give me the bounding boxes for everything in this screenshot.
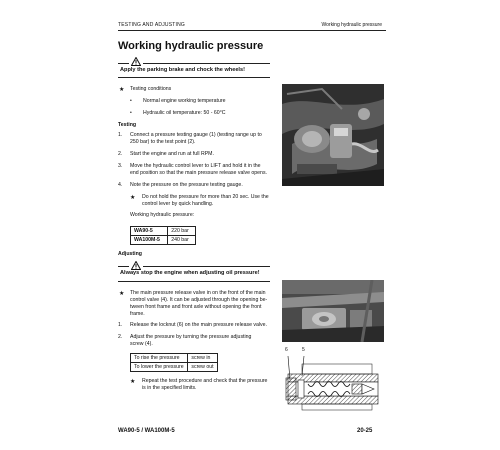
star-icon: ★ xyxy=(130,195,136,201)
step-number: 3. xyxy=(118,163,123,169)
header-rule xyxy=(118,30,386,31)
table-row xyxy=(131,363,218,372)
step-line: end position so that the main pressure release valve opens. xyxy=(130,170,267,176)
adjusting-intro-line: frame. xyxy=(130,311,145,317)
warning-icon xyxy=(131,57,141,66)
repeat-line: Repeat the test procedure and check that the pressure xyxy=(142,378,268,384)
adjust-direction-table xyxy=(130,353,218,372)
table-row xyxy=(131,236,196,245)
condition-item: Normal engine working temperature xyxy=(143,98,226,104)
warning-text: Always stop the engine when adjusting oil pressure! xyxy=(120,270,260,276)
warning-rule-left xyxy=(118,63,129,64)
adjusting-intro-line: tween front frame and front axle without opening the front xyxy=(130,304,262,310)
footer-model: WA90-5 / WA100M-5 xyxy=(118,428,175,434)
step-number: 2. xyxy=(118,151,123,157)
step-number: 2. xyxy=(118,334,123,340)
star-icon: ★ xyxy=(119,87,125,93)
callout-label: 5 xyxy=(302,347,305,353)
step-line: Adjust the pressure by turning the pressure adjusting xyxy=(130,334,252,340)
table-cell-action: To lower the pressure xyxy=(131,363,188,372)
step-number: 1. xyxy=(118,322,123,328)
star-icon: ★ xyxy=(119,291,125,297)
adjusting-intro-line: control valve (4). It can be adjusted through the opening be- xyxy=(130,297,268,303)
table-cell-action: To rise the pressure xyxy=(131,354,188,363)
callout-label: 6 xyxy=(285,347,288,353)
bullet-icon: • xyxy=(130,110,132,116)
step-number: 4. xyxy=(118,182,123,188)
table-cell-value: 220 bar xyxy=(168,227,196,236)
repeat-line: is in the specified limits. xyxy=(142,385,197,391)
table-cell-value: 240 bar xyxy=(168,236,196,245)
star-icon: ★ xyxy=(130,379,136,385)
testing-conditions-label: Testing conditions xyxy=(130,86,172,92)
valve-section-diagram xyxy=(282,346,384,412)
step-line: 250 bar) to the test point (2). xyxy=(130,139,196,145)
warning-rule-right xyxy=(143,266,270,267)
table-cell-model: WA90-5 xyxy=(131,227,168,236)
step-line: Connect a pressure testing gauge (1) (testing range up to xyxy=(130,132,262,138)
valve-photo xyxy=(282,280,384,342)
header-section: TESTING AND ADJUSTING xyxy=(118,22,185,28)
table-cell-model: WA100M-5 xyxy=(131,236,168,245)
condition-item: Hydraulic oil temperature: 50 - 60°C xyxy=(143,110,226,116)
bullet-icon: • xyxy=(130,98,132,104)
step-line: screw (4). xyxy=(130,341,153,347)
step-line: Move the hydraulic control lever to LIFT and hold it in the xyxy=(130,163,261,169)
adjusting-intro-line: The main pressure release valve in on the front of the main xyxy=(130,290,266,296)
gauge-photo xyxy=(282,84,384,186)
warning-text: Apply the parking brake and chock the wheels! xyxy=(120,67,245,73)
step-number: 1. xyxy=(118,132,123,138)
table-cell-direction: screw out xyxy=(188,363,218,372)
footer-page-number: 20-25 xyxy=(357,428,373,434)
warning-icon xyxy=(131,261,141,270)
pressure-table xyxy=(130,226,196,245)
step-line: Start the engine and run at full RPM. xyxy=(130,151,214,157)
header-topic: Working hydraulic pressure xyxy=(321,22,382,28)
table-row xyxy=(131,227,196,236)
pressure-label: Working hydraulic pressure: xyxy=(130,212,195,218)
testing-heading: Testing xyxy=(118,122,137,128)
table-cell-direction: screw in xyxy=(188,354,218,363)
step-line: Note the pressure on the pressure testing gauge. xyxy=(130,182,243,188)
adjusting-heading: Adjusting xyxy=(118,251,142,257)
warning-rule-bottom xyxy=(118,77,270,78)
page-title: Working hydraulic pressure xyxy=(118,40,264,52)
warning-rule-right xyxy=(143,63,270,64)
step-line: Release the locknut (6) on the main pressure release valve. xyxy=(130,322,267,328)
note-line: control lever by quick handling. xyxy=(142,201,214,207)
warning-rule-left xyxy=(118,266,129,267)
note-line: Do not hold the pressure for more than 20 sec. Use the xyxy=(142,194,269,200)
table-row xyxy=(131,354,218,363)
warning-rule-bottom xyxy=(118,281,270,282)
